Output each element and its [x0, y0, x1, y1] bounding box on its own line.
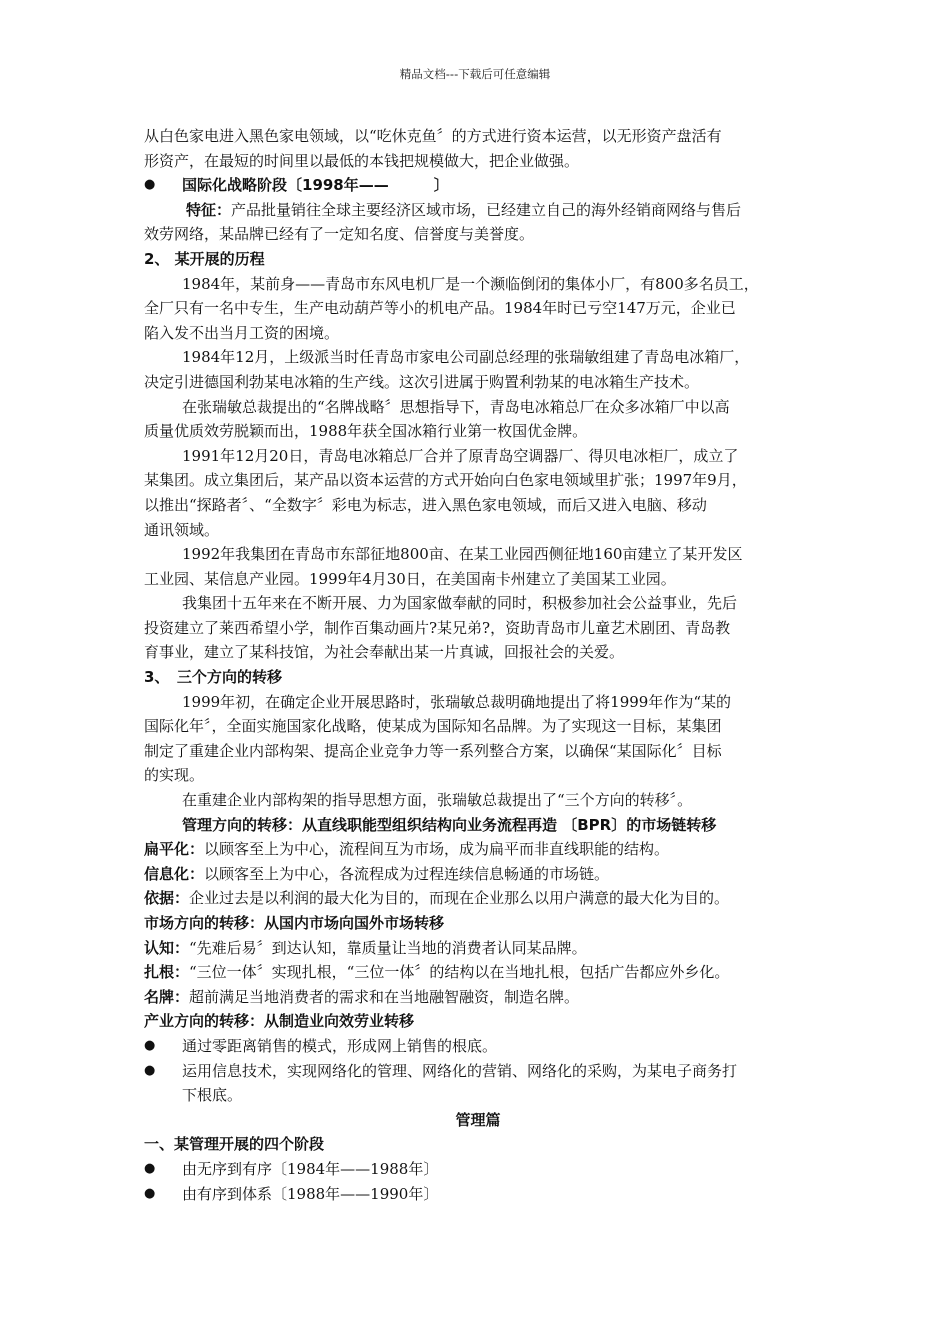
bullet-text: 通过零距离销售的模式，形成网上销售的根底。	[182, 1036, 498, 1055]
definition-label: 名牌：	[144, 987, 190, 1006]
definition-rooting	[144, 960, 812, 985]
section-heading-3: 3、 三个方向的转移	[144, 668, 282, 687]
paragraph-line: 效劳网络，某品牌已经有了一定知名度、信誉度与美誉度。	[144, 225, 535, 244]
bullet-text: 国际化战略阶段〔1998年—— 〕	[182, 176, 449, 195]
market-shift-heading: 市场方向的转移：从国内市场向国外市场转移	[144, 914, 445, 932]
paragraph-line: 工业园、某信息产业园。1999年4月30日，在美国南卡州建立了美国某工业园。	[144, 569, 676, 588]
definition-label: 扁平化：	[144, 840, 205, 859]
definition-text: 以顾客至上为中心，流程间互为市场，成为扁平而非直线职能的结构。	[204, 840, 670, 859]
paragraph-line: 决定引进德国利勃某电冰箱的生产线。这次引进属于购置利勃某的电冰箱生产技术。	[144, 372, 700, 391]
feature-text: 产品批量销往全球主要经济区域市场，已经建立自己的海外经销商网络与售后	[231, 200, 742, 219]
definition-recognition	[144, 936, 812, 961]
paragraph-line: 通讯领域。	[144, 520, 220, 539]
definition-label: 认知：	[144, 938, 190, 957]
bullet-text: 运用信息技术，实现网络化的管理、网络化的营销、网络化的采购，为某电子商务打	[182, 1061, 738, 1080]
bullet-item	[144, 1157, 812, 1182]
paragraph-line: 1992年我集团在青岛市东部征地800亩、在某工业园西侧征地160亩建立了某开发区	[182, 545, 743, 564]
bullet-icon: ●	[144, 1037, 156, 1053]
definition-label: 信息化：	[144, 864, 205, 883]
paragraph-line: 1984年12月，上级派当时任青岛市家电公司副总经理的张瑞敏组建了青岛电冰箱厂，	[182, 348, 750, 367]
definition-text: “先难后易〞到达认知，靠质量让当地的消费者认同某品牌。	[189, 938, 587, 957]
paragraph-line: 国际化年〞，全面实施国家化战略，使某成为国际知名品牌。为了实现这一目标，某集团	[144, 717, 722, 736]
paragraph-line: 1984年，某前身——青岛市东风电机厂是一个濒临倒闭的集体小厂，有800多名员工，	[182, 274, 759, 293]
paragraph-line: 某集团。成立集团后，某产品以资本运营的方式开始向白色家电领域里扩张；1997年9月，	[144, 471, 747, 490]
page-header: 精品文档---下载后可任意编辑	[399, 67, 551, 81]
paragraph-line: 全厂只有一名中专生，生产电动葫芦等小的机电产品。1984年时已亏空147万元，企业已	[144, 299, 736, 318]
paragraph-line: 在张瑞敏总裁提出的“名牌战略〞思想指导下，青岛电冰箱总厂在众多冰箱厂中以高	[182, 397, 730, 416]
paragraph-line: 投资建立了莱西希望小学，制作百集动画片?某兄弟?，资助青岛市儿童艺术剧团、青岛教	[144, 618, 731, 637]
paragraph-line: 从白色家电进入黑色家电领域，以“吃休克鱼〞的方式进行资本运营，以无形资产盘活有	[144, 127, 722, 145]
paragraph-line: 陷入发不出当月工资的困境。	[144, 323, 340, 342]
definition-basis	[144, 886, 812, 911]
bullet-icon: ●	[144, 177, 156, 193]
bullet-continuation: 下根底。	[182, 1086, 243, 1105]
paragraph-line: 制定了重建企业内部构架、提高企业竞争力等一系列整合方案，以确保“某国际化〞目标	[144, 741, 722, 760]
definition-label: 扎根：	[144, 963, 190, 982]
industry-shift-heading: 产业方向的转移：从制造业向效劳业转移	[144, 1012, 415, 1031]
feature-label: 特征：	[186, 200, 232, 219]
paragraph-line: 在重建企业内部构架的指导思想方面，张瑞敏总裁提出了“三个方向的转移〞。	[182, 791, 693, 810]
paragraph-line: 1999年初，在确定企业开展思路时，张瑞敏总裁明确地提出了将1999年作为“某的	[182, 692, 732, 711]
management-section-title: 管理篇	[455, 1110, 501, 1129]
definition-text: “三位一体〞实现扎根，“三位一体〞的结构以在当地扎根，包括广告都应外乡化。	[189, 963, 730, 982]
paragraph-line: 育事业，建立了某科技馆，为社会奉献出某一片真诚，回报社会的关爱。	[144, 643, 625, 662]
bullet-text: 由有序到体系〔1988年——1990年〕	[182, 1184, 439, 1203]
paragraph-line: 形资产，在最短的时间里以最低的本钱把规模做大，把企业做强。	[144, 151, 580, 170]
bullet-text: 由无序到有序〔1984年——1988年〕	[182, 1159, 439, 1178]
section-heading-management-1: 一、某管理开展的四个阶段	[144, 1135, 325, 1154]
bullet-item	[144, 1059, 812, 1084]
document-body	[144, 124, 812, 1206]
bullet-icon: ●	[144, 1185, 156, 1201]
feature-line	[144, 198, 812, 223]
paragraph-line: 的实现。	[144, 766, 205, 785]
definition-text: 超前满足当地消费者的需求和在当地融智融资，制造名牌。	[189, 987, 580, 1006]
paragraph-line: 1991年12月20日，青岛电冰箱总厂合并了原青岛空调器厂、得贝电冰柜厂，成立了	[182, 446, 739, 465]
definition-text: 以顾客至上为中心，各流程成为过程连续信息畅通的市场链。	[204, 864, 610, 883]
paragraph-line: 我集团十五年来在不断开展、力为国家做奉献的同时，积极参加社会公益事业，先后	[182, 594, 738, 613]
management-shift-heading: 管理方向的转移：从直线职能型组织结构向业务流程再造 〔BPR〕的市场链转移	[182, 815, 717, 834]
definition-flat	[144, 837, 812, 862]
definition-info	[144, 862, 812, 887]
bullet-item	[144, 1034, 812, 1059]
paragraph-line: 质量优质效劳脱颖而出，1988年获全国冰箱行业第一枚国优金牌。	[144, 422, 588, 441]
paragraph-line: 以推出“探路者〞、“全数字〞彩电为标志，进入黑色家电领域，而后又进入电脑、移动	[144, 495, 707, 514]
definition-brand	[144, 985, 812, 1010]
section-heading-2: 2、 某开展的历程	[144, 249, 265, 268]
bullet-item	[144, 1182, 812, 1207]
bullet-international-stage	[144, 173, 812, 198]
definition-label: 依据：	[144, 889, 190, 908]
definition-text: 企业过去是以利润的最大化为目的，而现在企业那么以用户满意的最大化为目的。	[189, 889, 730, 908]
bullet-icon: ●	[144, 1062, 156, 1078]
bullet-icon: ●	[144, 1160, 156, 1176]
